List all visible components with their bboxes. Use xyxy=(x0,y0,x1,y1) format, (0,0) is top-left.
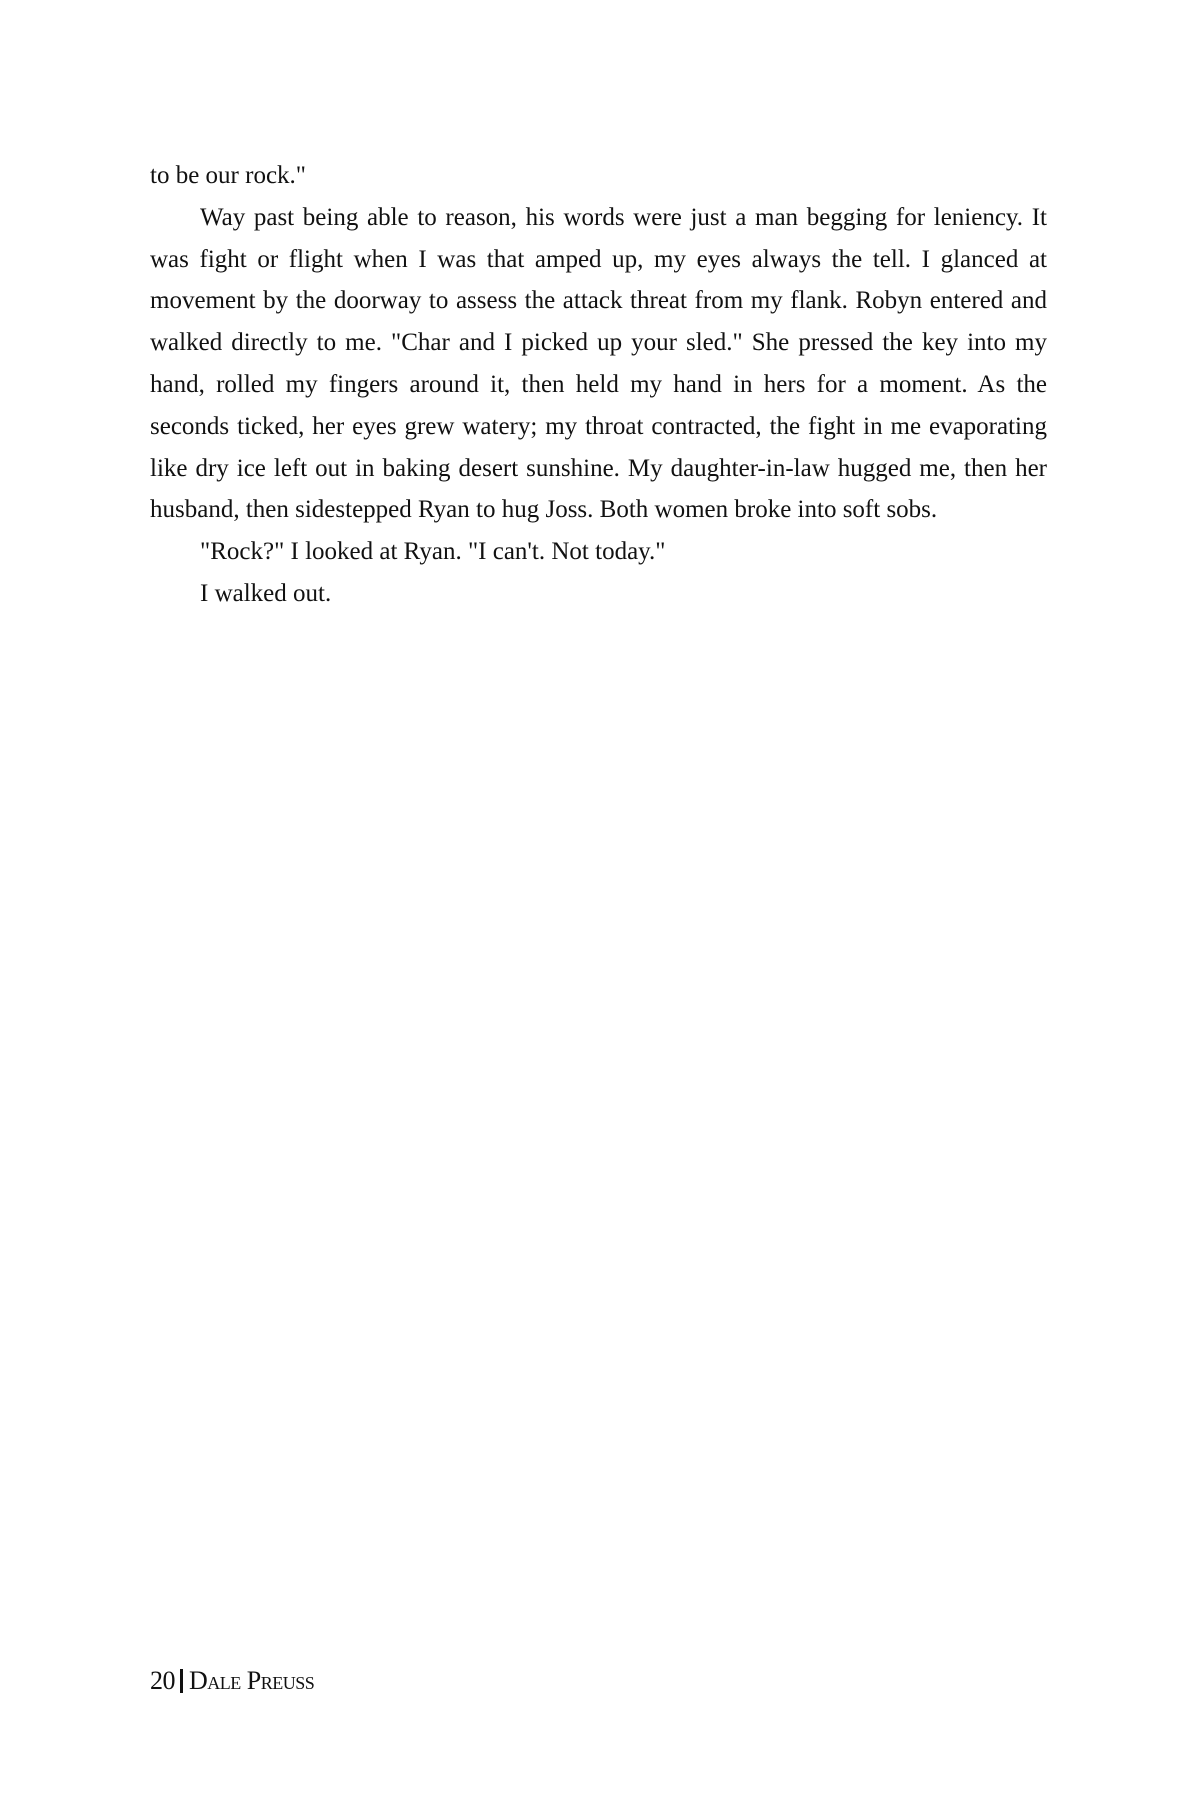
footer-separator xyxy=(180,1669,183,1693)
page-footer xyxy=(150,1666,314,1696)
paragraph: I walked out. xyxy=(200,579,332,607)
author-name: Dale Preuss xyxy=(189,1666,315,1695)
paragraph: Way past being able to reason, his words were just a man begging for leniency. It was fight or flight when I was that amped up, my eyes always the tell. I glanced at movement by the doorway to assess the attack threat from my flank. Robyn entered and walked directly to me. "Char and I picked up your sled." She pressed the key into my hand, rolled my fingers around it, then held my hand in hers for a moment. As the seconds ticked, her eyes grew watery; my throat contracted, the fight in me evaporating like dry ice left out in baking desert sunshine. My daughter-in-law hugged me, then her husband, then sidestepped Ryan to hug Joss. Both women broke into soft sobs. xyxy=(150,203,1047,524)
paragraph: "Rock?" I looked at Ryan. "I can't. Not today." xyxy=(200,538,666,566)
page-number: 20 xyxy=(150,1666,175,1695)
paragraph-continuation: to be our rock." xyxy=(150,162,306,189)
page-body-text xyxy=(150,155,1047,615)
